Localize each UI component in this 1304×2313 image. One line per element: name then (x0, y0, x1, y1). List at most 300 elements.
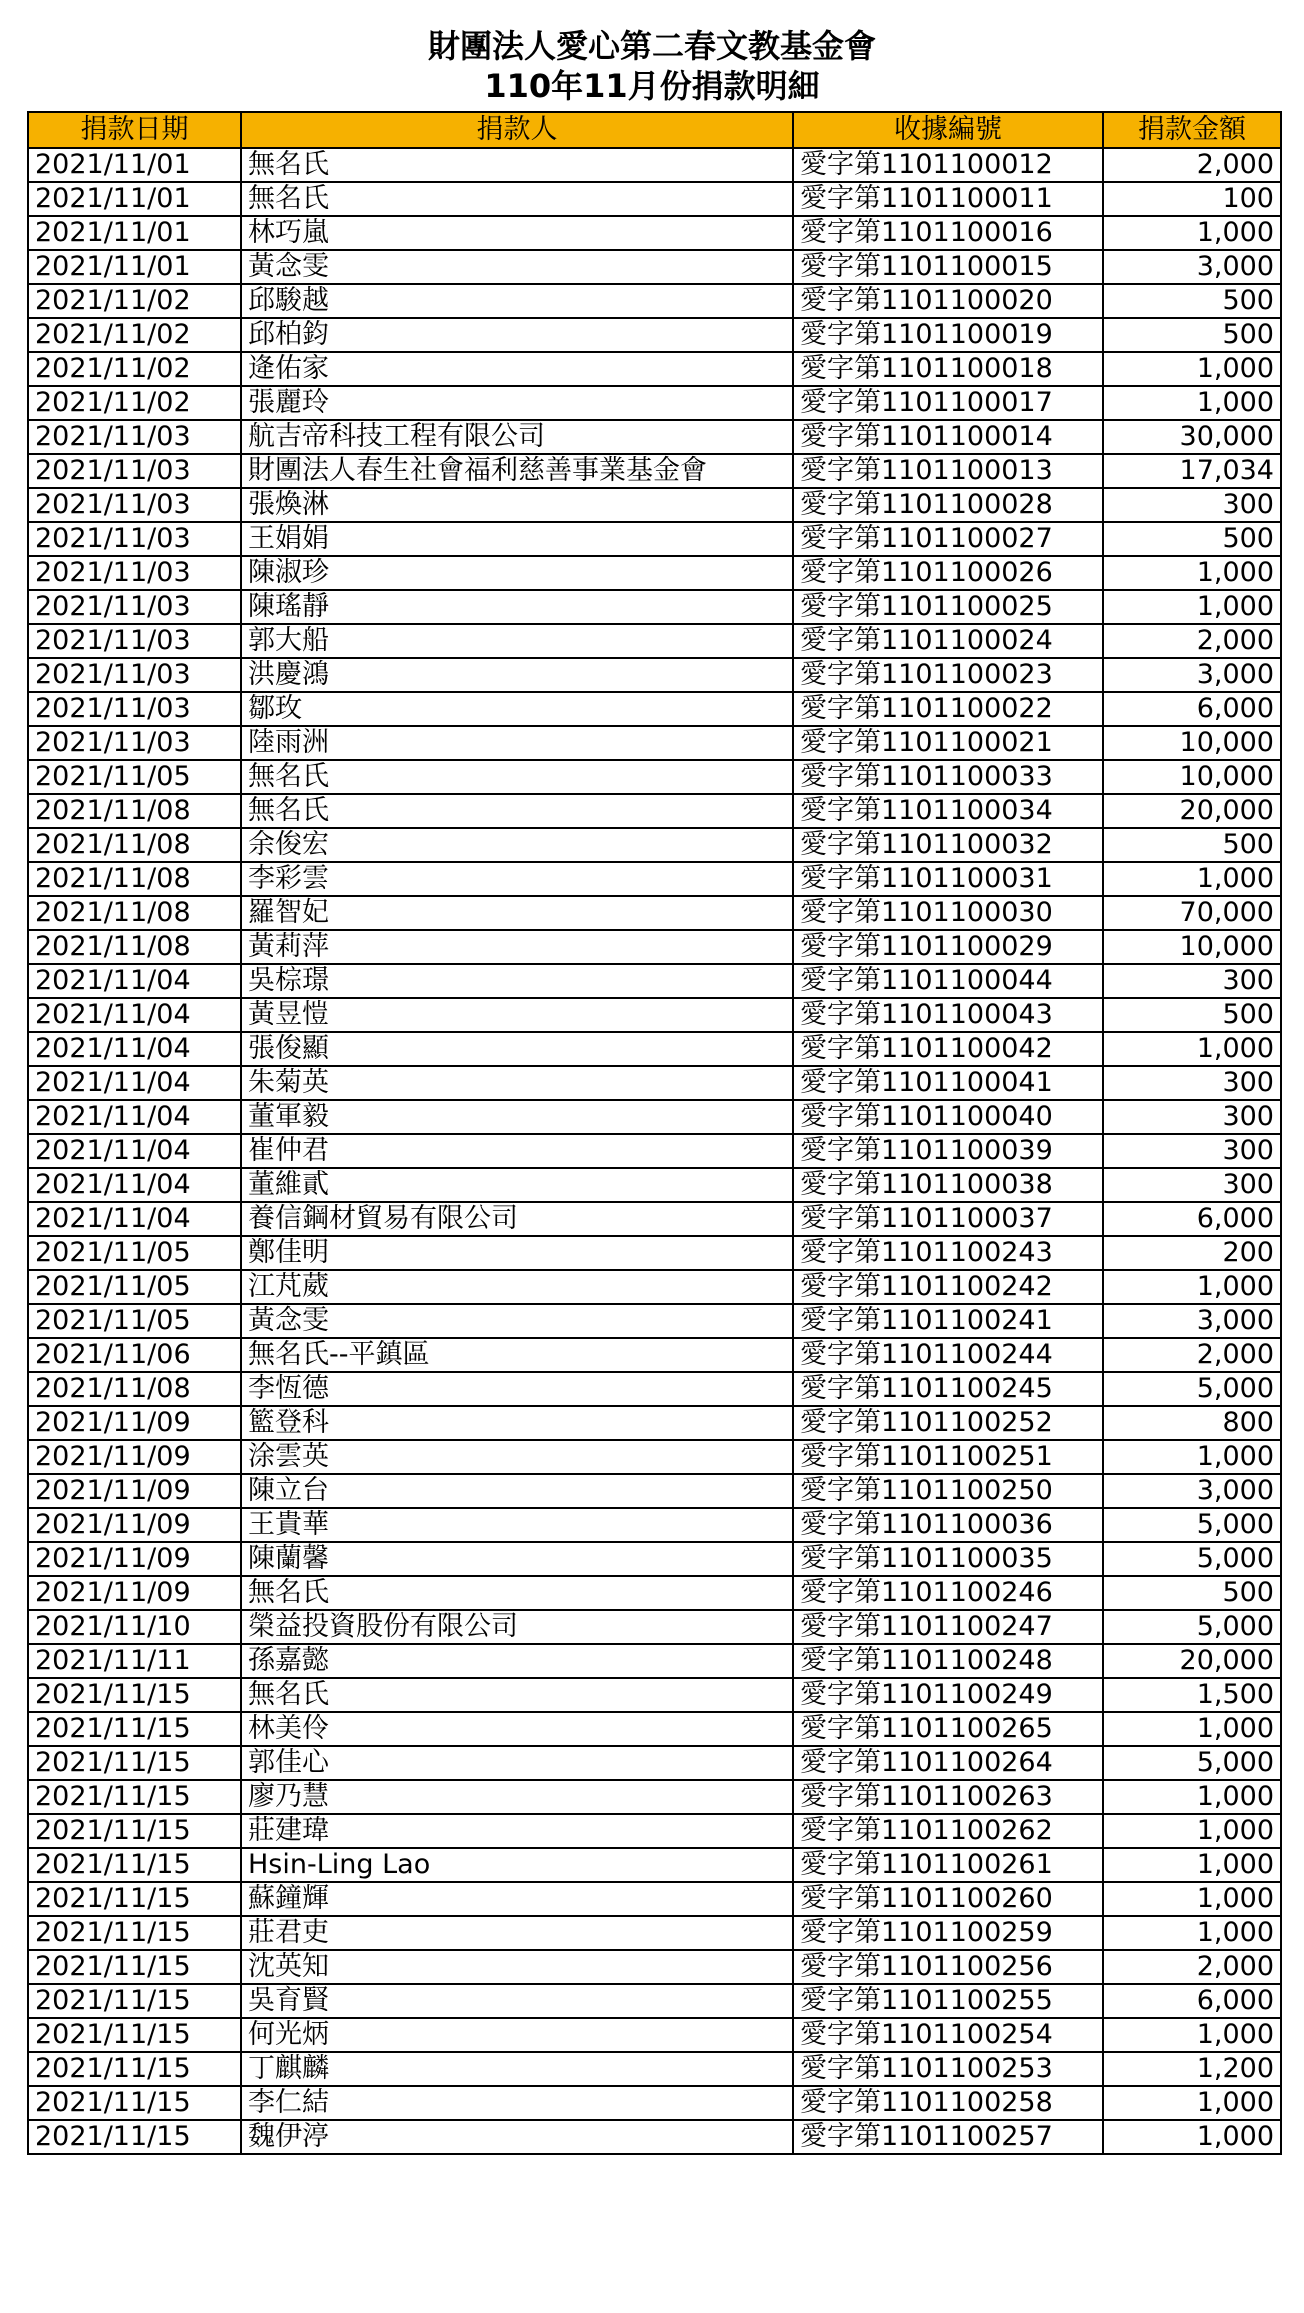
cell-receipt-number: 愛字第1101100247 (793, 1610, 1103, 1644)
cell-donor: 吳棕璟 (241, 964, 793, 998)
cell-date: 2021/11/02 (28, 352, 241, 386)
cell-donor: 黃莉萍 (241, 930, 793, 964)
cell-donor: 李仁結 (241, 2086, 793, 2120)
cell-receipt-number: 愛字第1101100251 (793, 1440, 1103, 1474)
cell-amount: 1,200 (1103, 2052, 1281, 2086)
cell-donor: 財團法人春生社會福利慈善事業基金會 (241, 454, 793, 488)
cell-amount: 20,000 (1103, 1644, 1281, 1678)
cell-date: 2021/11/15 (28, 1848, 241, 1882)
cell-amount: 1,000 (1103, 216, 1281, 250)
cell-amount: 10,000 (1103, 726, 1281, 760)
cell-donor: 黃念雯 (241, 1304, 793, 1338)
cell-receipt-number: 愛字第1101100013 (793, 454, 1103, 488)
cell-date: 2021/11/04 (28, 1100, 241, 1134)
cell-amount: 1,000 (1103, 862, 1281, 896)
cell-date: 2021/11/05 (28, 760, 241, 794)
cell-donor: 逄佑家 (241, 352, 793, 386)
table-row (28, 284, 1281, 318)
cell-donor: 朱菊英 (241, 1066, 793, 1100)
table-row (28, 1950, 1281, 1984)
cell-amount: 1,000 (1103, 2018, 1281, 2052)
cell-date: 2021/11/03 (28, 556, 241, 590)
cell-donor: 莊君吏 (241, 1916, 793, 1950)
cell-date: 2021/11/11 (28, 1644, 241, 1678)
cell-amount: 300 (1103, 1168, 1281, 1202)
cell-receipt-number: 愛字第1101100012 (793, 148, 1103, 182)
cell-amount: 1,000 (1103, 1440, 1281, 1474)
cell-donor: 無名氏 (241, 182, 793, 216)
table-row (28, 1134, 1281, 1168)
cell-donor: 沈英知 (241, 1950, 793, 1984)
cell-donor: 張麗玲 (241, 386, 793, 420)
cell-date: 2021/11/04 (28, 998, 241, 1032)
cell-date: 2021/11/01 (28, 148, 241, 182)
cell-date: 2021/11/09 (28, 1508, 241, 1542)
cell-receipt-number: 愛字第1101100035 (793, 1542, 1103, 1576)
table-row (28, 1780, 1281, 1814)
table-row (28, 318, 1281, 352)
cell-amount: 1,000 (1103, 386, 1281, 420)
cell-donor: 林美伶 (241, 1712, 793, 1746)
cell-donor: 李彩雲 (241, 862, 793, 896)
cell-amount: 500 (1103, 998, 1281, 1032)
cell-amount: 1,000 (1103, 590, 1281, 624)
cell-date: 2021/11/09 (28, 1576, 241, 1610)
cell-donor: 何光炳 (241, 2018, 793, 2052)
cell-date: 2021/11/15 (28, 1746, 241, 1780)
cell-donor: 崔仲君 (241, 1134, 793, 1168)
cell-date: 2021/11/08 (28, 896, 241, 930)
cell-receipt-number: 愛字第1101100034 (793, 794, 1103, 828)
cell-amount: 1,000 (1103, 1916, 1281, 1950)
cell-receipt-number: 愛字第1101100250 (793, 1474, 1103, 1508)
cell-receipt-number: 愛字第1101100041 (793, 1066, 1103, 1100)
cell-donor: 張煥淋 (241, 488, 793, 522)
cell-donor: 莊建瑋 (241, 1814, 793, 1848)
table-row (28, 386, 1281, 420)
cell-receipt-number: 愛字第1101100020 (793, 284, 1103, 318)
cell-donor: 黃昱愷 (241, 998, 793, 1032)
cell-receipt-number: 愛字第1101100033 (793, 760, 1103, 794)
cell-donor: 魏伊渟 (241, 2120, 793, 2154)
cell-donor: 邱柏鈞 (241, 318, 793, 352)
cell-receipt-number: 愛字第1101100255 (793, 1984, 1103, 2018)
table-row (28, 1372, 1281, 1406)
cell-date: 2021/11/08 (28, 862, 241, 896)
cell-amount: 300 (1103, 964, 1281, 998)
header-donor: 捐款人 (241, 112, 793, 148)
cell-donor: 無名氏--平鎮區 (241, 1338, 793, 1372)
cell-donor: 無名氏 (241, 1576, 793, 1610)
cell-amount: 6,000 (1103, 1202, 1281, 1236)
cell-amount: 1,500 (1103, 1678, 1281, 1712)
cell-receipt-number: 愛字第1101100264 (793, 1746, 1103, 1780)
cell-date: 2021/11/15 (28, 1712, 241, 1746)
cell-receipt-number: 愛字第1101100030 (793, 896, 1103, 930)
cell-receipt-number: 愛字第1101100253 (793, 2052, 1103, 2086)
cell-receipt-number: 愛字第1101100038 (793, 1168, 1103, 1202)
table-row (28, 1100, 1281, 1134)
table-row (28, 1576, 1281, 1610)
cell-receipt-number: 愛字第1101100044 (793, 964, 1103, 998)
cell-amount: 500 (1103, 318, 1281, 352)
cell-date: 2021/11/02 (28, 284, 241, 318)
cell-amount: 500 (1103, 522, 1281, 556)
cell-amount: 300 (1103, 1134, 1281, 1168)
cell-date: 2021/11/09 (28, 1474, 241, 1508)
cell-receipt-number: 愛字第1101100024 (793, 624, 1103, 658)
cell-date: 2021/11/08 (28, 794, 241, 828)
cell-donor: 養信鋼材貿易有限公司 (241, 1202, 793, 1236)
table-header-row (28, 112, 1281, 148)
cell-date: 2021/11/04 (28, 1032, 241, 1066)
cell-date: 2021/11/04 (28, 1134, 241, 1168)
table-row (28, 760, 1281, 794)
table-row (28, 420, 1281, 454)
table-row (28, 1916, 1281, 1950)
cell-receipt-number: 愛字第1101100262 (793, 1814, 1103, 1848)
cell-donor: 洪慶鴻 (241, 658, 793, 692)
cell-receipt-number: 愛字第1101100037 (793, 1202, 1103, 1236)
cell-date: 2021/11/15 (28, 1916, 241, 1950)
cell-amount: 5,000 (1103, 1746, 1281, 1780)
table-row (28, 352, 1281, 386)
cell-receipt-number: 愛字第1101100261 (793, 1848, 1103, 1882)
table-row (28, 216, 1281, 250)
cell-receipt-number: 愛字第1101100259 (793, 1916, 1103, 1950)
cell-receipt-number: 愛字第1101100025 (793, 590, 1103, 624)
cell-receipt-number: 愛字第1101100027 (793, 522, 1103, 556)
cell-date: 2021/11/03 (28, 522, 241, 556)
cell-amount: 1,000 (1103, 2086, 1281, 2120)
cell-donor: 郭佳心 (241, 1746, 793, 1780)
cell-receipt-number: 愛字第1101100257 (793, 2120, 1103, 2154)
cell-donor: 榮益投資股份有限公司 (241, 1610, 793, 1644)
document-subtitle: 110年11月份捐款明細 (484, 67, 820, 105)
cell-donor: 王貴華 (241, 1508, 793, 1542)
table-row (28, 250, 1281, 284)
header-receipt-number: 收據編號 (793, 112, 1103, 148)
cell-receipt-number: 愛字第1101100029 (793, 930, 1103, 964)
cell-date: 2021/11/05 (28, 1304, 241, 1338)
cell-donor: 陸雨洲 (241, 726, 793, 760)
cell-amount: 1,000 (1103, 352, 1281, 386)
cell-amount: 100 (1103, 182, 1281, 216)
cell-donor: 廖乃慧 (241, 1780, 793, 1814)
cell-amount: 1,000 (1103, 1780, 1281, 1814)
cell-receipt-number: 愛字第1101100026 (793, 556, 1103, 590)
cell-donor: 丁麒麟 (241, 2052, 793, 2086)
table-row (28, 828, 1281, 862)
cell-date: 2021/11/09 (28, 1542, 241, 1576)
cell-date: 2021/11/06 (28, 1338, 241, 1372)
table-row (28, 590, 1281, 624)
cell-receipt-number: 愛字第1101100019 (793, 318, 1103, 352)
cell-amount: 3,000 (1103, 250, 1281, 284)
cell-date: 2021/11/02 (28, 386, 241, 420)
cell-amount: 6,000 (1103, 692, 1281, 726)
cell-donor: 陳瑤靜 (241, 590, 793, 624)
table-row (28, 1270, 1281, 1304)
cell-date: 2021/11/03 (28, 658, 241, 692)
table-row (28, 998, 1281, 1032)
cell-donor: 籃登科 (241, 1406, 793, 1440)
cell-amount: 1,000 (1103, 1270, 1281, 1304)
header-donation-amount: 捐款金額 (1103, 112, 1281, 148)
cell-receipt-number: 愛字第1101100248 (793, 1644, 1103, 1678)
document-title: 財團法人愛心第二春文教基金會 (427, 27, 876, 65)
cell-amount: 3,000 (1103, 1304, 1281, 1338)
table-row (28, 1610, 1281, 1644)
table-row (28, 692, 1281, 726)
cell-amount: 5,000 (1103, 1610, 1281, 1644)
cell-receipt-number: 愛字第1101100022 (793, 692, 1103, 726)
cell-receipt-number: 愛字第1101100254 (793, 2018, 1103, 2052)
cell-donor: 陳立台 (241, 1474, 793, 1508)
cell-donor: 陳蘭馨 (241, 1542, 793, 1576)
cell-date: 2021/11/03 (28, 454, 241, 488)
table-row (28, 1984, 1281, 2018)
cell-donor: 江芃葳 (241, 1270, 793, 1304)
cell-donor: 董軍毅 (241, 1100, 793, 1134)
cell-receipt-number: 愛字第1101100243 (793, 1236, 1103, 1270)
cell-donor: 王娟娟 (241, 522, 793, 556)
cell-date: 2021/11/03 (28, 488, 241, 522)
table-row (28, 2120, 1281, 2154)
cell-receipt-number: 愛字第1101100032 (793, 828, 1103, 862)
cell-donor: 余俊宏 (241, 828, 793, 862)
donation-table (27, 111, 1282, 2155)
cell-receipt-number: 愛字第1101100249 (793, 1678, 1103, 1712)
table-row (28, 658, 1281, 692)
cell-donor: Hsin-Ling Lao (241, 1848, 793, 1882)
table-row (28, 2018, 1281, 2052)
table-row (28, 930, 1281, 964)
cell-amount: 1,000 (1103, 1882, 1281, 1916)
cell-receipt-number: 愛字第1101100017 (793, 386, 1103, 420)
cell-date: 2021/11/08 (28, 1372, 241, 1406)
cell-amount: 300 (1103, 1066, 1281, 1100)
cell-donor: 董維貳 (241, 1168, 793, 1202)
cell-date: 2021/11/15 (28, 1780, 241, 1814)
table-row (28, 1474, 1281, 1508)
cell-date: 2021/11/15 (28, 2018, 241, 2052)
cell-date: 2021/11/01 (28, 250, 241, 284)
table-row (28, 1746, 1281, 1780)
table-row (28, 2052, 1281, 2086)
cell-date: 2021/11/10 (28, 1610, 241, 1644)
cell-donor: 無名氏 (241, 1678, 793, 1712)
cell-amount: 1,000 (1103, 2120, 1281, 2154)
cell-date: 2021/11/09 (28, 1406, 241, 1440)
table-row (28, 454, 1281, 488)
cell-receipt-number: 愛字第1101100023 (793, 658, 1103, 692)
table-row (28, 624, 1281, 658)
cell-date: 2021/11/15 (28, 2086, 241, 2120)
table-row (28, 1338, 1281, 1372)
cell-donor: 張俊顯 (241, 1032, 793, 1066)
cell-donor: 邱駿越 (241, 284, 793, 318)
table-row (28, 1168, 1281, 1202)
header-donation-date: 捐款日期 (28, 112, 241, 148)
cell-date: 2021/11/05 (28, 1270, 241, 1304)
cell-amount: 300 (1103, 488, 1281, 522)
cell-date: 2021/11/04 (28, 964, 241, 998)
cell-amount: 200 (1103, 1236, 1281, 1270)
cell-date: 2021/11/01 (28, 216, 241, 250)
table-row (28, 1236, 1281, 1270)
cell-date: 2021/11/03 (28, 420, 241, 454)
cell-donor: 蘇鐘輝 (241, 1882, 793, 1916)
table-row (28, 522, 1281, 556)
cell-donor: 陳淑珍 (241, 556, 793, 590)
cell-date: 2021/11/03 (28, 590, 241, 624)
cell-donor: 無名氏 (241, 148, 793, 182)
cell-receipt-number: 愛字第1101100244 (793, 1338, 1103, 1372)
table-row (28, 1848, 1281, 1882)
table-row (28, 1202, 1281, 1236)
table-row (28, 1542, 1281, 1576)
cell-receipt-number: 愛字第1101100021 (793, 726, 1103, 760)
table-row (28, 1678, 1281, 1712)
cell-receipt-number: 愛字第1101100260 (793, 1882, 1103, 1916)
cell-receipt-number: 愛字第1101100265 (793, 1712, 1103, 1746)
cell-receipt-number: 愛字第1101100242 (793, 1270, 1103, 1304)
cell-date: 2021/11/09 (28, 1440, 241, 1474)
cell-amount: 5,000 (1103, 1372, 1281, 1406)
cell-receipt-number: 愛字第1101100015 (793, 250, 1103, 284)
cell-receipt-number: 愛字第1101100016 (793, 216, 1103, 250)
cell-amount: 30,000 (1103, 420, 1281, 454)
cell-donor: 郭大船 (241, 624, 793, 658)
cell-date: 2021/11/04 (28, 1066, 241, 1100)
cell-receipt-number: 愛字第1101100031 (793, 862, 1103, 896)
cell-donor: 孫嘉懿 (241, 1644, 793, 1678)
cell-donor: 航吉帝科技工程有限公司 (241, 420, 793, 454)
cell-receipt-number: 愛字第1101100018 (793, 352, 1103, 386)
cell-amount: 1,000 (1103, 1032, 1281, 1066)
cell-receipt-number: 愛字第1101100245 (793, 1372, 1103, 1406)
cell-receipt-number: 愛字第1101100039 (793, 1134, 1103, 1168)
table-row (28, 2086, 1281, 2120)
cell-receipt-number: 愛字第1101100256 (793, 1950, 1103, 1984)
cell-receipt-number: 愛字第1101100011 (793, 182, 1103, 216)
cell-amount: 1,000 (1103, 1848, 1281, 1882)
table-row (28, 1712, 1281, 1746)
cell-amount: 10,000 (1103, 930, 1281, 964)
cell-donor: 林巧嵐 (241, 216, 793, 250)
cell-amount: 5,000 (1103, 1508, 1281, 1542)
cell-amount: 500 (1103, 284, 1281, 318)
table-row (28, 148, 1281, 182)
cell-amount: 800 (1103, 1406, 1281, 1440)
cell-amount: 2,000 (1103, 624, 1281, 658)
cell-amount: 2,000 (1103, 1338, 1281, 1372)
cell-donor: 鄭佳明 (241, 1236, 793, 1270)
table-row (28, 964, 1281, 998)
cell-receipt-number: 愛字第1101100028 (793, 488, 1103, 522)
table-row (28, 862, 1281, 896)
cell-date: 2021/11/15 (28, 1678, 241, 1712)
cell-receipt-number: 愛字第1101100258 (793, 2086, 1103, 2120)
table-row (28, 1814, 1281, 1848)
cell-date: 2021/11/15 (28, 2120, 241, 2154)
cell-date: 2021/11/03 (28, 624, 241, 658)
table-row (28, 896, 1281, 930)
cell-amount: 17,034 (1103, 454, 1281, 488)
cell-receipt-number: 愛字第1101100241 (793, 1304, 1103, 1338)
table-row (28, 1304, 1281, 1338)
table-body (28, 148, 1281, 2154)
table-row (28, 182, 1281, 216)
cell-date: 2021/11/04 (28, 1202, 241, 1236)
cell-receipt-number: 愛字第1101100252 (793, 1406, 1103, 1440)
cell-amount: 5,000 (1103, 1542, 1281, 1576)
table-row (28, 1882, 1281, 1916)
cell-date: 2021/11/01 (28, 182, 241, 216)
cell-date: 2021/11/15 (28, 1950, 241, 1984)
cell-donor: 李恆德 (241, 1372, 793, 1406)
table-row (28, 794, 1281, 828)
cell-donor: 無名氏 (241, 794, 793, 828)
cell-date: 2021/11/02 (28, 318, 241, 352)
cell-date: 2021/11/08 (28, 930, 241, 964)
cell-receipt-number: 愛字第1101100040 (793, 1100, 1103, 1134)
cell-donor: 無名氏 (241, 760, 793, 794)
cell-amount: 3,000 (1103, 1474, 1281, 1508)
cell-donor: 鄒玫 (241, 692, 793, 726)
cell-amount: 70,000 (1103, 896, 1281, 930)
table-row (28, 1508, 1281, 1542)
cell-amount: 3,000 (1103, 658, 1281, 692)
table-row (28, 1032, 1281, 1066)
cell-date: 2021/11/03 (28, 726, 241, 760)
cell-date: 2021/11/15 (28, 1984, 241, 2018)
table-row (28, 726, 1281, 760)
cell-donor: 吳育賢 (241, 1984, 793, 2018)
cell-receipt-number: 愛字第1101100014 (793, 420, 1103, 454)
table-row (28, 1066, 1281, 1100)
cell-receipt-number: 愛字第1101100036 (793, 1508, 1103, 1542)
cell-amount: 10,000 (1103, 760, 1281, 794)
cell-amount: 300 (1103, 1100, 1281, 1134)
cell-receipt-number: 愛字第1101100263 (793, 1780, 1103, 1814)
table-row (28, 556, 1281, 590)
cell-donor: 黃念雯 (241, 250, 793, 284)
cell-amount: 1,000 (1103, 556, 1281, 590)
cell-date: 2021/11/03 (28, 692, 241, 726)
cell-date: 2021/11/15 (28, 2052, 241, 2086)
cell-amount: 500 (1103, 828, 1281, 862)
cell-donor: 羅智妃 (241, 896, 793, 930)
cell-amount: 1,000 (1103, 1712, 1281, 1746)
cell-receipt-number: 愛字第1101100042 (793, 1032, 1103, 1066)
cell-date: 2021/11/04 (28, 1168, 241, 1202)
cell-amount: 2,000 (1103, 1950, 1281, 1984)
cell-receipt-number: 愛字第1101100246 (793, 1576, 1103, 1610)
cell-date: 2021/11/05 (28, 1236, 241, 1270)
cell-amount: 1,000 (1103, 1814, 1281, 1848)
cell-date: 2021/11/15 (28, 1882, 241, 1916)
cell-amount: 500 (1103, 1576, 1281, 1610)
cell-date: 2021/11/08 (28, 828, 241, 862)
cell-donor: 涂雲英 (241, 1440, 793, 1474)
table-row (28, 488, 1281, 522)
cell-amount: 20,000 (1103, 794, 1281, 828)
cell-amount: 6,000 (1103, 1984, 1281, 2018)
table-row (28, 1440, 1281, 1474)
cell-date: 2021/11/15 (28, 1814, 241, 1848)
